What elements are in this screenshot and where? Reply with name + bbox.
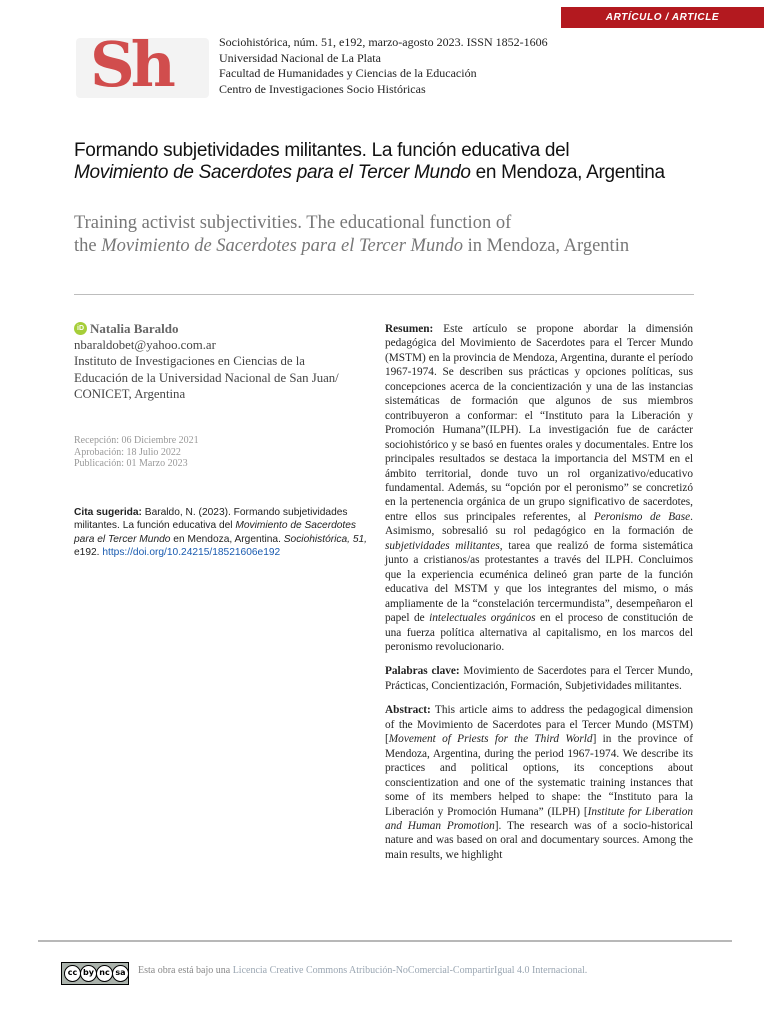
title-en-part3: in Mendoza, Argentin bbox=[462, 236, 630, 256]
journal-info bbox=[219, 35, 548, 97]
orcid-icon[interactable]: iD bbox=[74, 322, 87, 335]
title-en-part2: the bbox=[74, 236, 102, 256]
doi-link[interactable]: https://doi.org/10.24215/18521606e192 bbox=[102, 546, 281, 558]
author-name: Natalia Baraldo bbox=[90, 321, 179, 336]
abstract-text-2: ] in the province of Mendoza, Argentina, during the period 1967-1974. We describe its practices and political options, its conceptions about conscientization and one of the systematic training instances that some of its members helped to shape: the “Instituto para la Liberación y Promoción Humana” (ILPH) [ bbox=[385, 733, 693, 818]
citation-italic-1: Movimiento de Sacerdotes para el Tercer Mundo bbox=[74, 520, 357, 545]
resumen-text-2: . Asimismo, sobresalió su rol pedagógico en la formación de bbox=[385, 510, 693, 538]
title-es-italic: Movimiento de Sacerdotes para el Tercer Mundo bbox=[74, 162, 471, 183]
citation-italic-2: Sociohistórica, 51, bbox=[283, 533, 367, 545]
title-spanish bbox=[74, 140, 674, 184]
date-published: Publicación: 01 Marzo 2023 bbox=[74, 458, 188, 469]
affiliation-line-2: Educación de la Universidad Nacional de San Juan/ bbox=[74, 370, 339, 385]
cc-icon: cc bbox=[64, 965, 81, 982]
journal-line-issue: Sociohistórica, núm. 51, e192, marzo-agosto 2023. ISSN 1852-1606 bbox=[219, 35, 548, 49]
resumen-text-3: , tarea que realizó de forma sistemática junto a cristianos/as protestantes a través del ILPH. Concluimos que la experiencia ecuménica delineó gran parte de la función educativa del MSTM y que los integrantes del mismo, o más ampliamente de la “constelación tercermundista”, desempeñaron el papel de bbox=[385, 539, 693, 625]
abstract-italic-1: Movement of Priests for the Third World bbox=[388, 733, 593, 746]
resumen-italic-1: Peronismo de Base bbox=[593, 510, 691, 523]
header-divider bbox=[74, 294, 694, 295]
palabras-clave-text: Movimiento de Sacerdotes para el Tercer Mundo, Prácticas, Concientización, Formación, Subjetividades militantes. bbox=[385, 665, 693, 692]
nc-icon: nc bbox=[96, 965, 113, 982]
title-en-part1: Training activist subjectivities. The educational function of bbox=[74, 213, 512, 233]
resumen-text-4: en el proceso de constitución de una fuerza política alternativa al capitalismo, en los marcos del peronismo revolucionario. bbox=[385, 612, 693, 653]
journal-line-center: Centro de Investigaciones Socio Históricas bbox=[219, 81, 426, 96]
citation-label: Cita sugerida: bbox=[74, 507, 142, 518]
citation-text-2: en Mendoza, Argentina. bbox=[170, 533, 284, 545]
affiliation-line-1: Instituto de Investigaciones en Ciencias de la bbox=[74, 354, 305, 369]
citation-text-1: Baraldo, N. (2023). Formando subjetividades militantes. La función educativa del bbox=[74, 507, 348, 532]
abstract-label: Abstract: bbox=[385, 704, 431, 717]
palabras-clave-paragraph bbox=[385, 664, 693, 693]
sa-icon: sa bbox=[112, 965, 129, 982]
dates-block bbox=[74, 435, 199, 470]
abstract-text-1: This article aims to address the pedagogical dimension of the Movimiento de Sacerdotes para el Tercer Mundo (MSTM) [ bbox=[385, 704, 693, 746]
palabras-clave-label: Palabras clave: bbox=[385, 665, 460, 678]
journal-logo bbox=[76, 38, 209, 98]
author-name-row bbox=[74, 320, 364, 337]
by-icon: by bbox=[80, 965, 97, 982]
title-es-part1: Formando subjetividades militantes. La función educativa del bbox=[74, 140, 570, 161]
date-received: Recepción: 06 Diciembre 2021 bbox=[74, 435, 199, 446]
resumen-italic-3: intelectuales orgánicos bbox=[429, 612, 536, 625]
title-en-italic: Movimiento de Sacerdotes para el Tercer Mundo bbox=[101, 236, 463, 256]
affiliation-line-3: CONICET, Argentina bbox=[74, 386, 186, 401]
logo-text: Sh bbox=[90, 38, 172, 98]
resumen-paragraph bbox=[385, 322, 693, 654]
abstract-column bbox=[385, 322, 693, 862]
citation-text-3: e192. bbox=[74, 546, 103, 558]
resumen-text-1: Este artículo se propone abordar la dimensión pedagógica del Movimiento de Sacerdotes para el Tercer Mundo (MSTM) en la provincia de Mendoza, Argentina, durante el período 1967-1974. Se describen sus prácticas y opciones políticas, sus concepciones acerca de la concientización y una de las instancias sistemáticas de formación que algunos de sus miembros contribuyeron a conformar: el “Instituto para la Liberación y Promoción Humana”(ILPH). La investigación fue de carácter sociohistórico y se basó en fuentes orales y documentales. Entre los principales resultados se destaca la importancia del MSTM en el ámbito territorial, donde tuvo un rol organizativo/educativo fundamental. Además, su “opción por el peronismo” se concretizó en la pertenencia orgánica de un grupo significativo de sacerdotes, entre ellos sus principales referentes, al bbox=[385, 323, 693, 523]
abstract-italic-2: Institute for Liberation and Human Promotion bbox=[385, 805, 694, 832]
resumen-italic-2: subjetividades militantes bbox=[385, 539, 500, 552]
license-prefix: Esta obra está bajo una bbox=[138, 965, 233, 976]
suggested-citation bbox=[74, 506, 372, 559]
abstract-text-3: ]. The research was of a socio-historical nature and was based on oral and documentary sources. Among the main results, we highlight bbox=[385, 819, 694, 861]
journal-line-faculty: Facultad de Humanidades y Ciencias de la Educación bbox=[219, 66, 477, 80]
footer-divider bbox=[38, 940, 732, 942]
author-email[interactable]: nbaraldobet@yahoo.com.ar bbox=[74, 338, 216, 352]
abstract-paragraph bbox=[385, 703, 693, 862]
title-es-part2: en Mendoza, Argentina bbox=[470, 162, 665, 183]
title-english bbox=[74, 212, 714, 258]
resumen-label: Resumen: bbox=[385, 323, 434, 335]
journal-line-university: Universidad Nacional de La Plata bbox=[219, 50, 381, 65]
author-block bbox=[74, 320, 364, 402]
date-approved: Aprobación: 18 Julio 2022 bbox=[74, 446, 181, 458]
creative-commons-badge[interactable] bbox=[61, 962, 129, 985]
article-type-badge: ARTÍCULO / ARTICLE bbox=[561, 7, 764, 28]
license-link[interactable]: Licencia Creative Commons Atribución-NoComercial-CompartirIgual 4.0 Internacional. bbox=[232, 965, 588, 976]
license-notice bbox=[138, 965, 587, 976]
